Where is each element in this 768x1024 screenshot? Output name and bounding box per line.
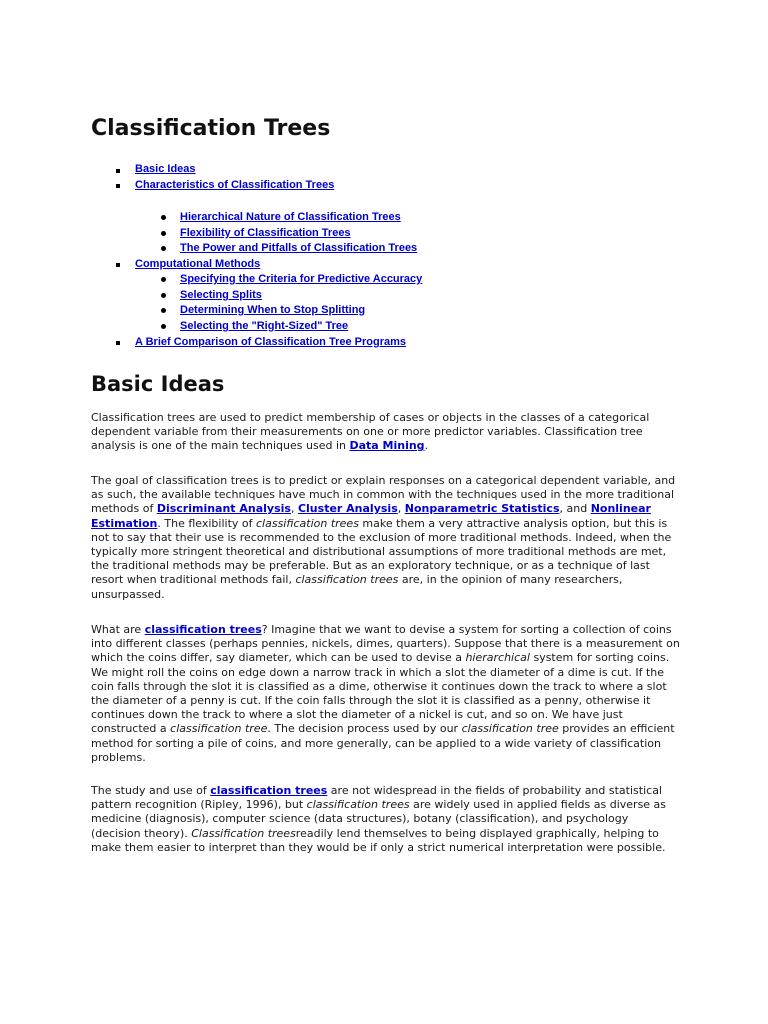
text: ? Imagine that we want to devise a system for sorting a collection of coins into different classes (perhaps pennies, nickels, dimes, quarters). Suppose that there is a measurement on which the coins differ, say diameter, which can be used to devise a xyxy=(91,623,680,665)
link-discriminant-analysis[interactable]: Discriminant Analysis xyxy=(156,502,291,516)
text: What are xyxy=(91,623,145,636)
emphasis: classification trees xyxy=(256,516,359,530)
text: make them a very attractive analysis option, but this is not to say that their use is recommended to the exclusion of more traditional methods. Indeed, when the typically more stringent theoretical and distributional assumptions of more traditional methods are met, the traditional methods may be preferable. But as an exploratory technique, or as a technique of last resort when traditional methods fail, xyxy=(91,516,672,587)
page-title: Classification Trees xyxy=(91,116,331,141)
toc-link[interactable]: The Power and Pitfalls of Classification Trees xyxy=(180,242,418,254)
toc-bullet xyxy=(116,169,120,173)
link-nonlinear-estimation[interactable]: Nonlinear Estimation xyxy=(91,502,651,530)
toc-bullet xyxy=(161,293,166,298)
link-nonparametric-statistics[interactable]: Nonparametric Statistics xyxy=(404,502,560,516)
emphasis: classification tree xyxy=(461,722,559,736)
toc-bullet xyxy=(116,263,120,267)
toc-link[interactable]: Selecting the "Right-Sized" Tree xyxy=(180,320,349,332)
paragraph-4 xyxy=(91,784,681,855)
toc-link[interactable]: A Brief Comparison of Classification Tree Programs xyxy=(135,336,406,348)
text: , and xyxy=(559,502,591,516)
link-classification-trees-2[interactable]: classification trees xyxy=(210,784,328,797)
text: provides an efficient method for sorting a pile of coins, and more generally, can be applied to a wide variety of classification problems. xyxy=(91,722,675,764)
toc-link[interactable]: Flexibility of Classification Trees xyxy=(180,227,351,239)
text: are not widespread in the fields of probability and statistical pattern recognition (Ripley, 1996), but xyxy=(91,784,662,812)
text: . The flexibility of xyxy=(157,516,256,530)
toc-bullet xyxy=(161,215,166,220)
toc-item-criteria[interactable] xyxy=(180,273,422,285)
text: system for sorting coins. We might roll the coins on edge down a narrow track in which a slot the diameter of a dime is cut. If the coin falls through the slot it is classified as a dime, otherwise it continues down the track to where a slot the diameter of a penny is cut. If the coin falls through the slot it is classified as a penny, otherwise it continues down the track to where a slot the diameter of a nickel is cut, and so on. We have just constructed a xyxy=(91,651,670,736)
toc-item-right-sized-tree[interactable] xyxy=(180,320,348,332)
emphasis: classification trees xyxy=(295,573,399,587)
emphasis: classification trees xyxy=(306,798,410,812)
toc-item-selecting-splits[interactable] xyxy=(180,289,262,301)
text: . The decision process used by our xyxy=(267,722,462,736)
toc-link[interactable]: Basic Ideas xyxy=(135,163,196,175)
toc-item-flexibility[interactable] xyxy=(180,227,351,239)
emphasis: classification tree xyxy=(170,722,268,736)
link-classification-trees[interactable]: classification trees xyxy=(144,623,262,636)
toc-link[interactable]: Computational Methods xyxy=(135,258,261,270)
toc-link[interactable]: Determining When to Stop Splitting xyxy=(180,304,366,316)
text: readily lend themselves to being displayed graphically, helping to make them easier to interpret than they would be if only a strict numerical interpretation were possible. xyxy=(91,826,666,854)
toc-item-stop-splitting[interactable] xyxy=(180,304,365,316)
toc-bullet xyxy=(116,184,120,188)
link-data-mining[interactable]: Data Mining xyxy=(349,439,425,453)
toc-bullet xyxy=(116,341,120,345)
text: , xyxy=(397,502,405,516)
toc-item-basic-ideas[interactable] xyxy=(135,163,196,175)
toc-bullet xyxy=(161,277,166,282)
toc-link[interactable]: Specifying the Criteria for Predictive Accuracy xyxy=(180,273,423,285)
toc-link[interactable]: Characteristics of Classification Trees xyxy=(135,179,335,191)
text: are, in the opinion of many researchers, unsurpassed. xyxy=(91,573,623,601)
toc-link[interactable]: Selecting Splits xyxy=(180,289,262,301)
toc-item-power-pitfalls[interactable] xyxy=(180,242,417,254)
emphasis: Classification trees xyxy=(191,826,296,840)
toc-item-hierarchical-nature[interactable] xyxy=(180,211,401,223)
text: Classification trees are used to predict membership of cases or objects in the classes of a categorical dependent variable from their measurements on one or more predictor variables. Classification tree analysis is one of the main techniques used in xyxy=(91,411,650,453)
toc-bullet xyxy=(161,308,166,313)
toc-bullet xyxy=(161,231,166,236)
paragraph-3 xyxy=(91,623,681,765)
emphasis: hierarchical xyxy=(465,651,530,665)
text: The goal of classification trees is to predict or explain responses on a categorical dependent variable, and as such, the available techniques have much in common with the techniques used in the more traditional methods of xyxy=(91,474,676,516)
text: are widely used in applied fields as diverse as medicine (diagnosis), computer science (data structures), botany (classification), and psychology (decision theory). xyxy=(91,798,667,840)
toc-item-computational-methods[interactable] xyxy=(135,258,260,270)
section-heading: Basic Ideas xyxy=(91,372,225,396)
toc-item-comparison[interactable] xyxy=(135,336,406,348)
toc-bullet xyxy=(161,246,166,251)
toc-item-characteristics[interactable] xyxy=(135,179,334,191)
toc-link[interactable]: Hierarchical Nature of Classification Trees xyxy=(180,211,401,223)
text: The study and use of xyxy=(91,784,211,797)
toc-bullet xyxy=(161,324,166,329)
paragraph-2 xyxy=(91,474,681,602)
text: , xyxy=(290,502,298,516)
link-cluster-analysis[interactable]: Cluster Analysis xyxy=(297,502,398,516)
text: . xyxy=(424,439,429,453)
paragraph-1 xyxy=(91,411,681,454)
